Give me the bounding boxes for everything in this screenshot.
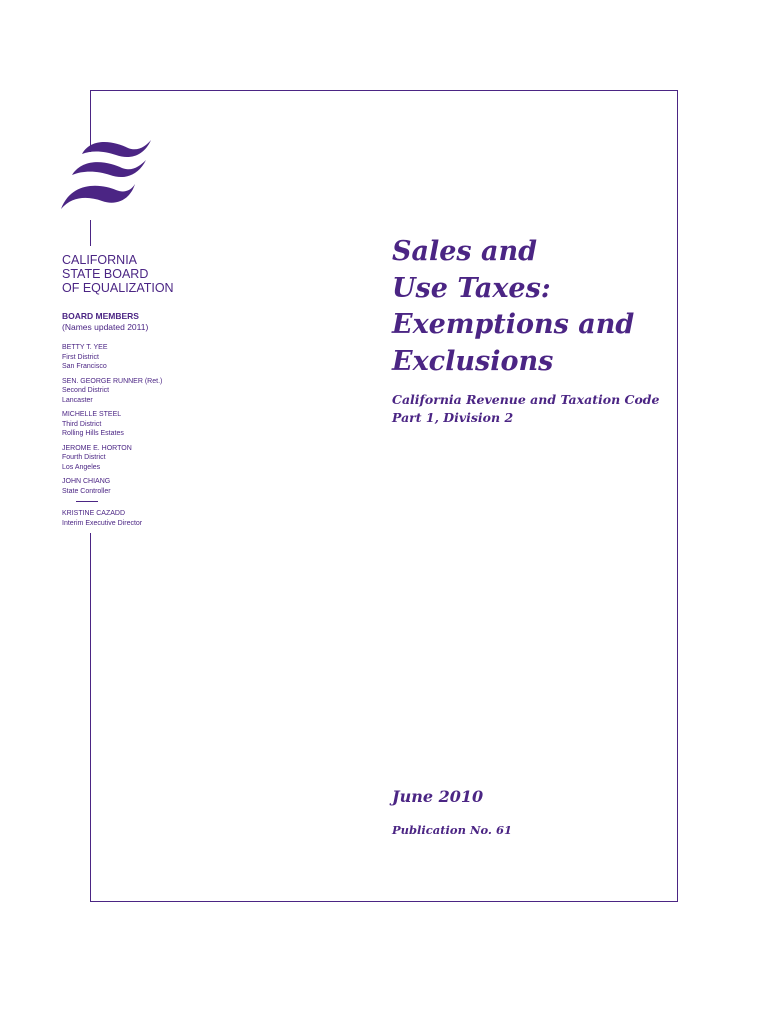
member-detail: Los Angeles (62, 463, 101, 471)
member-detail: San Francisco (62, 363, 107, 370)
title-line: Exclusions (392, 345, 554, 377)
document-subtitle (392, 391, 660, 427)
member-detail: First District (62, 353, 99, 361)
title-line: Exemptions and (392, 309, 635, 340)
agency-line: CALIFORNIA (62, 253, 138, 267)
member-name: KRISTINE CAZADD (62, 510, 126, 517)
subtitle-line: Part 1, Division 2 (392, 410, 514, 425)
agency-line: OF EQUALIZATION (62, 281, 174, 295)
board-member (62, 377, 192, 406)
member-name: SEN. GEORGE RUNNER (Ret.) (62, 377, 163, 385)
agency-line: STATE BOARD (62, 267, 149, 281)
board-members-heading (62, 311, 148, 333)
board-member (62, 477, 192, 496)
board-member (62, 444, 192, 473)
member-name: JOHN CHIANG (62, 478, 111, 485)
title-line: Use Taxes: (392, 272, 551, 304)
divider (76, 501, 98, 502)
document-title (392, 234, 634, 380)
member-name: BETTY T. YEE (62, 344, 108, 351)
publication-date: June 2010 (392, 787, 484, 806)
board-member (62, 343, 192, 372)
member-detail: Rolling Hills Estates (62, 430, 124, 437)
board-heading-label: BOARD MEMBERS (62, 311, 139, 321)
member-name: MICHELLE STEEL (62, 411, 122, 418)
title-line: Sales and (392, 236, 538, 267)
member-detail: Fourth District (62, 454, 106, 461)
member-detail: State Controller (62, 487, 111, 495)
border-tick-bottom (90, 533, 91, 543)
border-tick-middle (90, 220, 91, 246)
member-detail: Interim Executive Director (62, 519, 143, 527)
wave-flag-logo-icon (58, 134, 154, 212)
member-name: JEROME E. HORTON (62, 444, 132, 452)
agency-name (62, 253, 174, 295)
executive-director (62, 509, 192, 528)
board-members-list (62, 343, 192, 533)
member-detail: Third District (62, 420, 102, 428)
member-detail: Second District (62, 387, 110, 394)
board-heading-note: (Names updated 2011) (62, 322, 149, 332)
publication-number: Publication No. 61 (392, 823, 512, 837)
board-member (62, 410, 192, 439)
member-detail: Lancaster (62, 396, 93, 404)
subtitle-line: California Revenue and Taxation Code (392, 392, 660, 407)
